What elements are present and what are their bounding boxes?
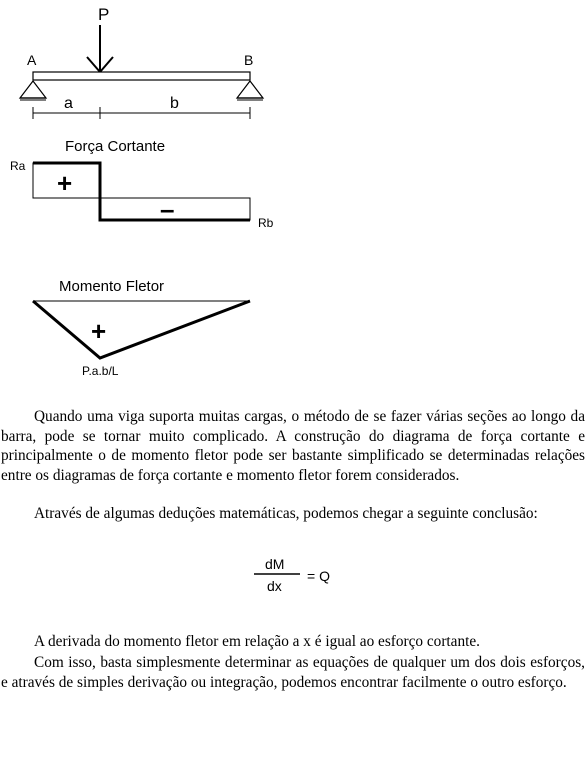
shear-sign-negative: –	[160, 194, 175, 224]
paragraph-deduction: Através de algumas deduções matemáticas, podemos chegar a seguinte conclusão:	[34, 505, 538, 522]
beam-diagram	[20, 5, 263, 119]
paragraph-derivative: A derivada do momento fletor em relação a x é igual ao esforço cortante.	[34, 633, 480, 650]
support-b-icon	[237, 81, 263, 100]
reaction-label-rb: Rb	[258, 216, 274, 230]
paragraph-conclusion: Com isso, basta simplesmente determinar as equações de qualquer um dos dois esforços, e através de simples derivação ou integração, podemos encontrar facilmente o outro esforço.	[1, 654, 585, 691]
paragraph-intro: Quando uma viga suporta muitas cargas, o método de se fazer várias seções ao longo da barra, pode se tornar muito complicado. A construção do diagrama de força cortante e principalmente o de momento fletor pode ser bastante simplificado se determinadas relações entre os diagramas de força cortante e momento fletor forem considerados.	[1, 408, 585, 484]
beam-bar	[33, 72, 250, 80]
support-label-a: A	[27, 52, 37, 68]
moment-max-label: P.a.b/L	[82, 364, 119, 378]
equation-numerator: dM	[265, 556, 285, 572]
shear-sign-positive: +	[57, 168, 73, 198]
moment-diagram	[33, 278, 250, 378]
moment-sign: +	[91, 316, 107, 346]
support-label-b: B	[244, 52, 254, 68]
shear-diagram	[10, 138, 274, 230]
moment-title: Momento Fletor	[59, 278, 165, 295]
moment-outline	[33, 301, 250, 358]
dim-label-a: a	[64, 95, 73, 112]
reaction-label-ra: Ra	[10, 159, 26, 173]
dim-label-b: b	[170, 95, 179, 112]
support-a-icon	[20, 81, 46, 100]
shear-negative-region	[100, 198, 250, 220]
shear-title: Força Cortante	[65, 138, 166, 155]
equation	[240, 552, 380, 602]
equation-denominator: dx	[267, 578, 282, 594]
equation-rhs: = Q	[307, 568, 330, 584]
load-label: P	[98, 5, 110, 24]
